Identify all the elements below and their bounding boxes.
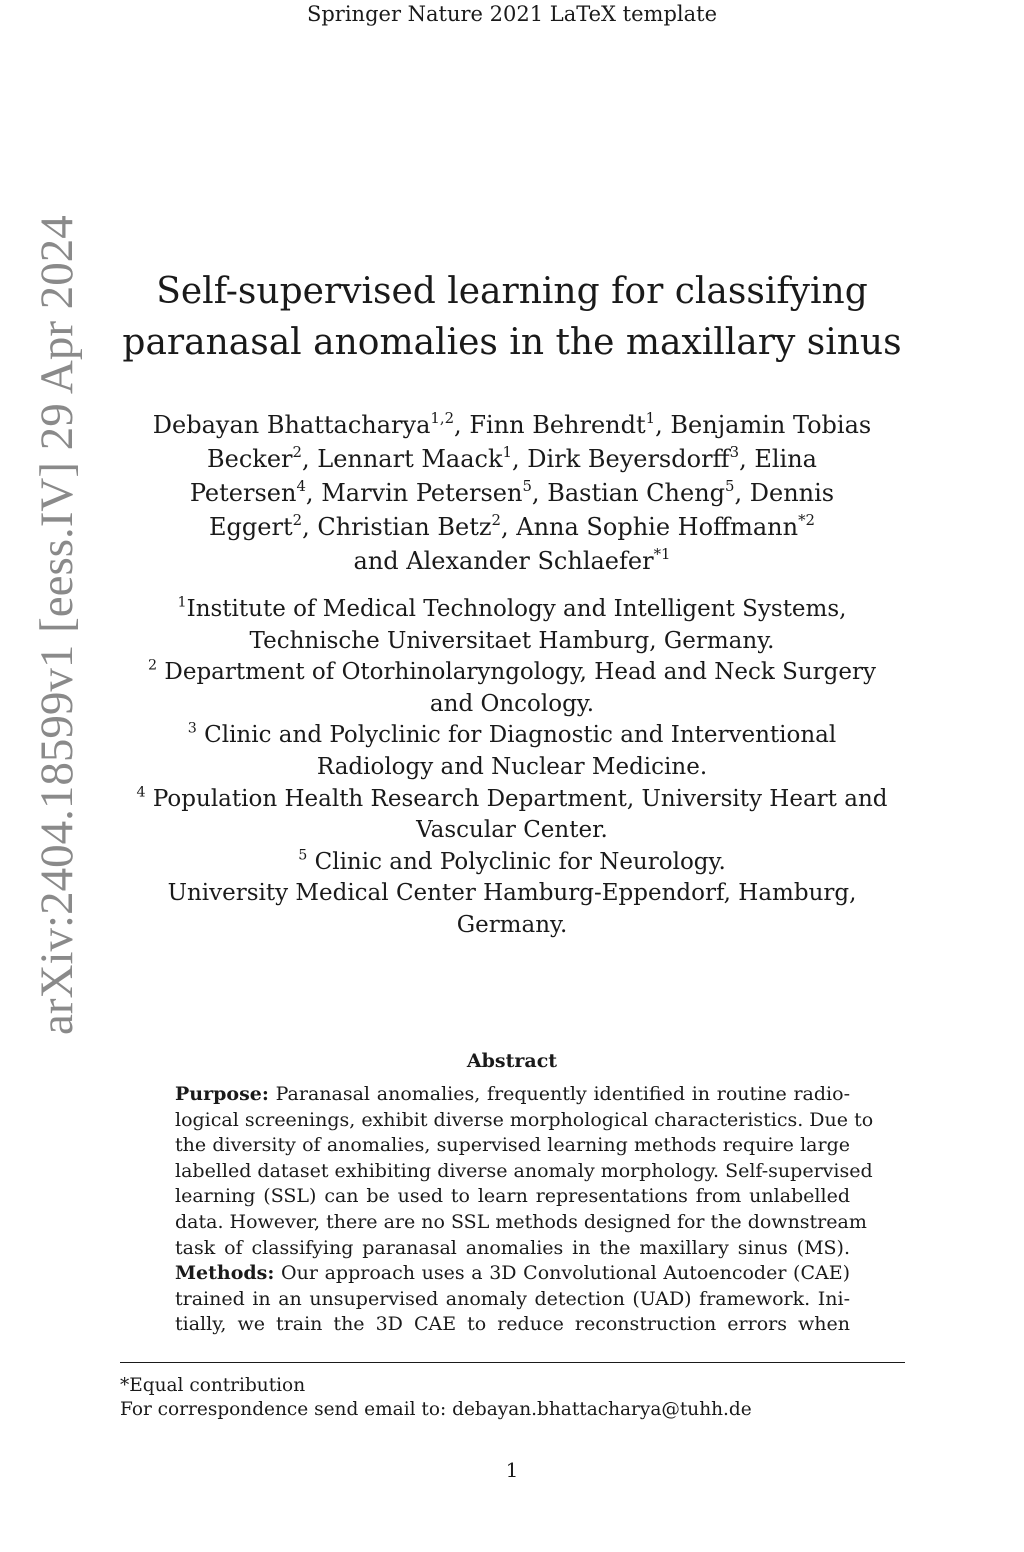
author-name: Eggert xyxy=(209,513,293,541)
affiliation-line xyxy=(120,720,904,752)
running-header xyxy=(0,2,1024,26)
equal-contribution-note: *Equal contribution xyxy=(120,1375,306,1396)
affiliation-text: Population Health Research Department, University Heart and xyxy=(152,785,888,812)
affiliation-text: University Medical Center Hamburg-Eppendorf, Hamburg, xyxy=(167,880,857,907)
abstract-line xyxy=(175,1159,873,1185)
running-title: Springer Nature 2021 LaTeX template xyxy=(306,2,718,26)
author-list xyxy=(120,408,904,578)
affiliation-number: 1 xyxy=(177,594,187,611)
affiliation-text: Institute of Medical Technology and Intelligent Systems, xyxy=(186,596,847,622)
abstract-line xyxy=(175,1184,850,1210)
affiliation-number: 3 xyxy=(187,720,197,737)
affiliation-list xyxy=(120,594,904,942)
author-affiliation-mark: 2 xyxy=(491,510,501,529)
author-name: Christian Betz xyxy=(317,513,492,541)
correspondence-note: For correspondence send email to: debayan.bhattacharya@tuhh.de xyxy=(120,1398,752,1420)
author-name: Marvin Petersen xyxy=(321,479,523,507)
abstract-line xyxy=(175,1236,850,1262)
paper-title xyxy=(100,266,924,368)
abstract-text: learning (SSL) can be used to learn representations from unlabelled xyxy=(175,1185,850,1208)
abstract-text: the diversity of anomalies, supervised learning methods require large xyxy=(175,1134,850,1157)
author-name: Dennis xyxy=(749,479,835,507)
author-name: Benjamin Tobias xyxy=(670,411,872,439)
footnotes xyxy=(120,1374,905,1421)
author-name: Dirk Beyersdorff xyxy=(527,445,730,473)
author-line: Eggert$^2$, Christian Betz$^2$, Anna Sophie Hoffmann$^{*2}$ xyxy=(209,510,815,541)
author-affiliation-mark: 1 xyxy=(502,442,513,461)
affiliation-line: Radiology and Nuclear Medicine. xyxy=(316,753,708,780)
abstract-text: labelled dataset exhibiting diverse anomaly morphology. Self-supervised xyxy=(175,1159,873,1182)
abstract-body xyxy=(175,1082,874,1338)
abstract-text: trained in an unsupervised anomaly detection (UAD) framework. Ini- xyxy=(175,1287,850,1310)
author-affiliation-mark: 2 xyxy=(292,510,303,529)
abstract-line xyxy=(175,1287,850,1313)
affiliation-line xyxy=(120,847,904,879)
author-affiliation-mark: 2 xyxy=(292,442,302,461)
author-name: Debayan Bhattacharya xyxy=(152,411,431,439)
arxiv-identifier-stamp: arXiv:2404.18599v1 [eess.IV] 29 Apr 2024 xyxy=(31,215,83,1035)
paper-title-line: Self-supervised learning for classifying xyxy=(156,271,868,312)
abstract-text: Our approach uses a 3D Convolutional Autoencoder (CAE) xyxy=(281,1262,850,1285)
abstract-text: tially, we train the 3D CAE to reduce reconstruction errors when xyxy=(175,1313,850,1336)
author-name: Bastian Cheng xyxy=(547,479,726,507)
abstract-text: Paranasal anomalies, frequently identified in routine radio- xyxy=(275,1083,850,1105)
author-line: Debayan Bhattacharya$^{1,2}$, Finn Behrendt$^1$, Benjamin Tobias xyxy=(152,408,872,439)
affiliation-line xyxy=(120,784,904,816)
author-name: Lennart Maack xyxy=(317,445,503,473)
affiliation-line xyxy=(120,594,904,626)
affiliation-number: 2 xyxy=(148,657,158,674)
author-affiliation-mark: 1,2 xyxy=(430,408,455,427)
abstract-text: task of classifying paranasal anomalies in the maxillary sinus (MS). xyxy=(175,1236,850,1259)
author-affiliation-mark: 5 xyxy=(725,476,735,495)
affiliation-line: Technische Universitaet Hamburg, Germany. xyxy=(249,627,775,654)
affiliation-line: Vascular Center. xyxy=(416,817,608,844)
author-affiliation-mark: 4 xyxy=(296,476,306,495)
abstract-line xyxy=(175,1312,850,1338)
footnote-rule xyxy=(120,1362,905,1363)
author-affiliation-mark: 3 xyxy=(729,442,740,461)
affiliation-text: Clinic and Polyclinic for Neurology. xyxy=(314,848,726,875)
abstract-text: data. However, there are no SSL methods designed for the downstream xyxy=(175,1210,867,1233)
page-number: 1 xyxy=(505,1458,519,1482)
author-name: Elina xyxy=(754,445,817,473)
abstract-line xyxy=(175,1108,874,1134)
abstract-line xyxy=(175,1261,850,1287)
affiliation-line: Germany. xyxy=(456,911,568,938)
author-line: Petersen$^4$, Marvin Petersen$^5$, Bastian Cheng$^5$, Dennis xyxy=(189,476,835,507)
author-line: and Alexander Schlaefer$^{*1}$ xyxy=(353,544,671,575)
author-name: Becker xyxy=(207,445,293,473)
affiliation-text: Clinic and Polyclinic for Diagnostic and Interventional xyxy=(204,722,837,749)
abstract-line xyxy=(175,1210,867,1236)
paper-title-line: paranasal anomalies in the maxillary sinus xyxy=(122,322,902,363)
abstract-heading: Abstract xyxy=(466,1050,558,1072)
affiliation-line xyxy=(120,878,904,910)
affiliation-line xyxy=(120,657,904,689)
affiliation-number: 5 xyxy=(298,847,308,864)
author-name: Petersen xyxy=(189,479,297,507)
author-affiliation-mark: *1 xyxy=(653,544,671,563)
author-name: Anna Sophie Hoffmann xyxy=(516,513,799,541)
affiliation-number: 4 xyxy=(136,783,146,800)
author-affiliation-mark: *2 xyxy=(798,510,815,529)
abstract-section-label: Methods: xyxy=(175,1262,275,1285)
abstract-section-label: Purpose: xyxy=(175,1083,269,1105)
affiliation-text: Department of Otorhinolaryngology, Head and Neck Surgery xyxy=(164,659,876,686)
author-affiliation-mark: 1 xyxy=(645,408,656,427)
author-affiliation-mark: 5 xyxy=(522,476,532,495)
author-name: Alexander Schlaefer xyxy=(406,547,654,575)
author-name: Finn Behrendt xyxy=(469,411,646,439)
abstract-text: logical screenings, exhibit diverse morphological characteristics. Due to xyxy=(175,1108,874,1131)
abstract-line xyxy=(175,1082,850,1108)
abstract-line xyxy=(175,1133,850,1159)
affiliation-line: and Oncology. xyxy=(429,690,595,717)
author-line: Becker$^2$, Lennart Maack$^1$, Dirk Beyersdorff$^3$, Elina xyxy=(207,442,817,473)
